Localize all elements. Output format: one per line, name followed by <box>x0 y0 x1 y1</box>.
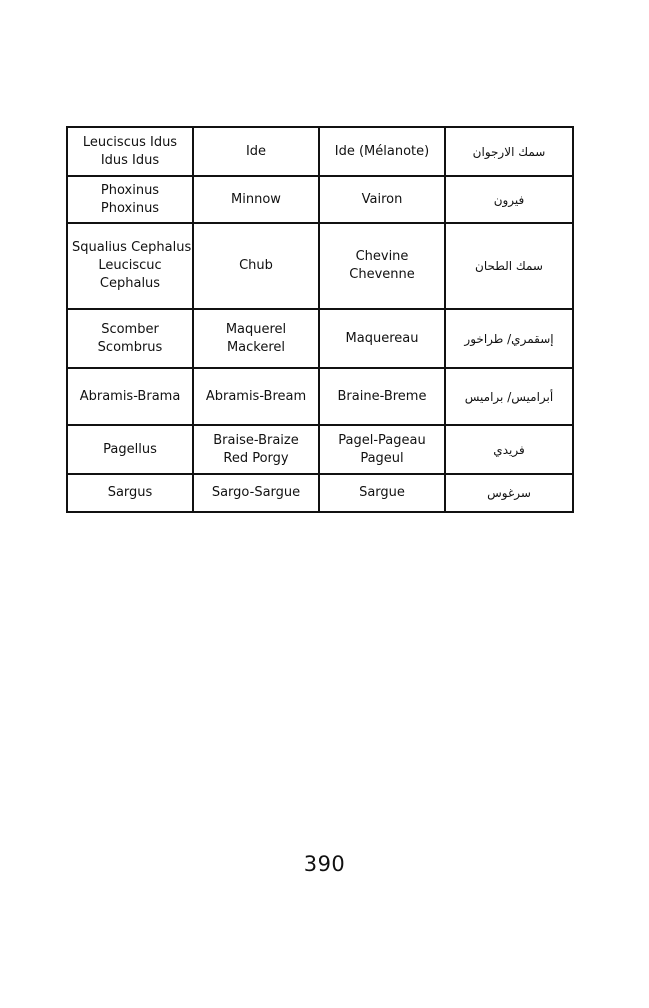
arabic-name-cell <box>445 368 573 425</box>
english-name-cell <box>193 425 319 474</box>
english-name-line: Red Porgy <box>223 450 289 466</box>
arabic-name-line: أبراميس/ براميس <box>464 389 554 404</box>
french-name-line: Braine-Breme <box>337 388 427 404</box>
french-name-line: Sargue <box>359 485 405 500</box>
latin-name-cell <box>67 474 193 512</box>
table-row <box>67 176 573 223</box>
english-name-cell <box>193 474 319 512</box>
latin-name-line: Squalius Cephalus <box>72 240 192 255</box>
latin-name-cell <box>67 425 193 474</box>
english-name-line: Chub <box>239 258 273 273</box>
french-name-line: Ide (Mélanote) <box>334 143 430 159</box>
table-row <box>67 223 573 309</box>
french-name-line: Pagel-Pageau <box>338 432 426 448</box>
english-name-line: Maquerel <box>225 321 287 337</box>
latin-name-line: Cephalus <box>99 276 161 291</box>
english-name-line: Ide <box>245 143 267 159</box>
page-number: 390 <box>303 852 346 876</box>
latin-name-cell <box>67 176 193 223</box>
latin-name-line: Scomber <box>101 321 159 337</box>
latin-name-line: Leuciscus Idus <box>82 134 178 150</box>
latin-name-line: Leuciscuc <box>98 258 162 273</box>
arabic-name-line: إسقمري/ طراخور <box>464 331 554 346</box>
french-name-cell <box>319 127 445 176</box>
arabic-name-cell <box>445 425 573 474</box>
english-name-cell <box>193 127 319 176</box>
french-name-line: Chevine <box>355 249 409 264</box>
english-name-cell <box>193 223 319 309</box>
latin-name-cell <box>67 127 193 176</box>
table-row <box>67 368 573 425</box>
arabic-name-line: فيرون <box>493 192 525 207</box>
french-name-cell <box>319 223 445 309</box>
french-name-line: Maquereau <box>345 330 419 346</box>
latin-name-line: Scombrus <box>97 339 163 355</box>
latin-name-cell <box>67 368 193 425</box>
english-name-line: Braise-Braize <box>213 432 299 448</box>
english-name-cell <box>193 176 319 223</box>
latin-name-line: Abramis-Brama <box>79 388 181 404</box>
latin-name-cell <box>67 223 193 309</box>
english-name-line: Abramis-Bream <box>205 388 307 404</box>
table-row <box>67 309 573 368</box>
arabic-name-cell <box>445 309 573 368</box>
english-name-cell <box>193 309 319 368</box>
french-name-cell <box>319 474 445 512</box>
english-name-cell <box>193 368 319 425</box>
english-name-line: Sargo-Sargue <box>211 485 301 500</box>
english-name-line: Mackerel <box>226 339 286 355</box>
english-name-line: Minnow <box>231 191 281 207</box>
arabic-name-line: سمك الارجوان <box>472 144 546 159</box>
latin-name-line: Idus Idus <box>100 152 160 168</box>
french-name-line: Pageul <box>360 450 404 466</box>
fish-names-table <box>66 126 574 513</box>
french-name-cell <box>319 368 445 425</box>
arabic-name-cell <box>445 176 573 223</box>
french-name-line: Vairon <box>361 191 403 207</box>
french-name-cell <box>319 425 445 474</box>
arabic-name-line: سرغوس <box>487 486 531 500</box>
french-name-cell <box>319 309 445 368</box>
arabic-name-cell <box>445 127 573 176</box>
arabic-name-cell <box>445 474 573 512</box>
latin-name-line: Pagellus <box>103 441 157 457</box>
french-name-cell <box>319 176 445 223</box>
table-row <box>67 127 573 176</box>
arabic-name-line: سمك الطحان <box>475 259 543 273</box>
latin-name-line: Phoxinus <box>100 200 160 216</box>
table-row <box>67 425 573 474</box>
latin-name-cell <box>67 309 193 368</box>
latin-name-line: Phoxinus <box>100 182 160 198</box>
arabic-name-cell <box>445 223 573 309</box>
table-row <box>67 474 573 512</box>
latin-name-line: Sargus <box>107 485 153 500</box>
french-name-line: Chevenne <box>349 267 415 282</box>
arabic-name-line: فريدي <box>493 442 525 457</box>
